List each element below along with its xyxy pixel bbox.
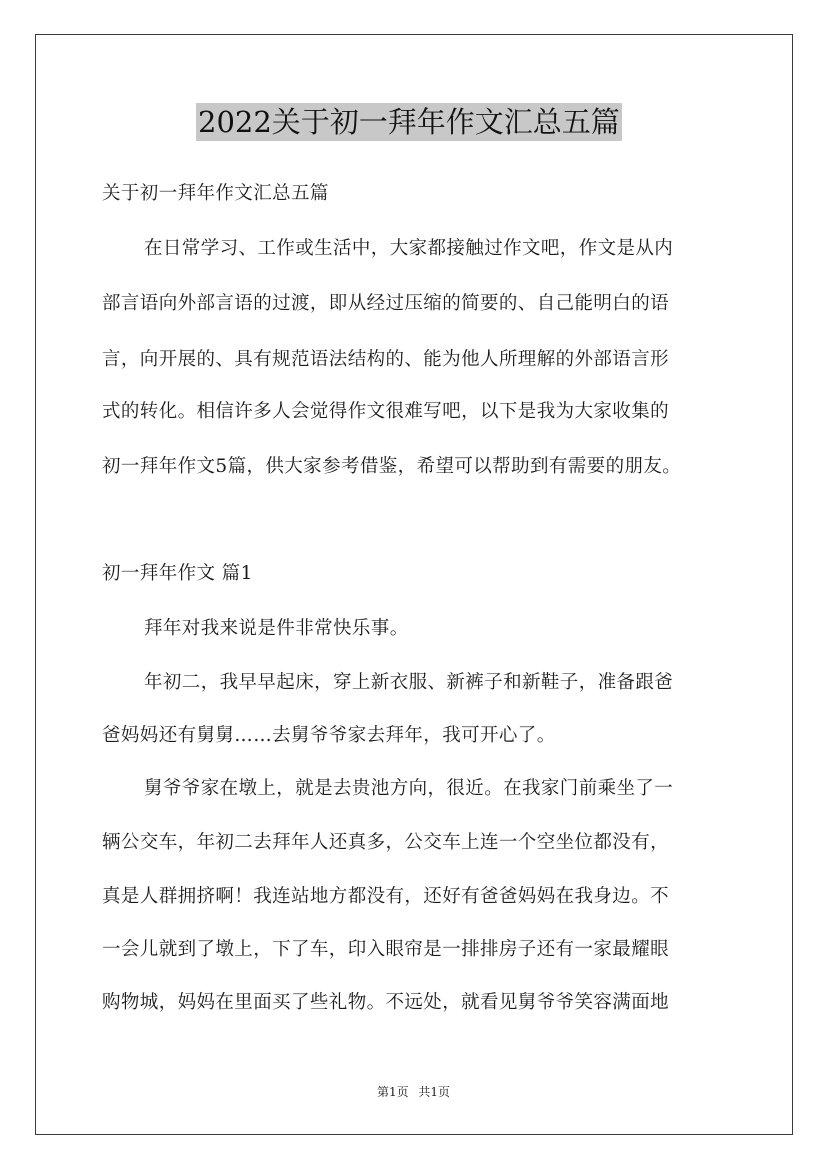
paragraph-line: 爸妈妈还有舅舅……去舅爷爷家去拜年，我可开心了。: [102, 725, 556, 746]
paragraph-line: 年初二，我早早起床，穿上新衣服、新裤子和新鞋子，准备跟爸: [144, 672, 674, 693]
paragraph-line: 辆公交车，年初二去拜年人还真多，公交车上连一个空坐位都没有，: [102, 832, 670, 853]
intro-line: 部言语向外部言语的过渡，即从经过压缩的简要的、自己能明白的语: [102, 293, 670, 314]
page-number: 第1页: [376, 1085, 409, 1099]
page-footer: [0, 1083, 827, 1100]
intro-line: 初一拜年作文5篇，供大家参考借鉴，希望可以帮助到有需要的朋友。: [102, 456, 682, 477]
paragraph-line: 拜年对我来说是件非常快乐事。: [144, 618, 409, 639]
paragraph-line: 一会儿就到了墩上，下了车，印入眼帘是一排排房子还有一家最耀眼: [102, 939, 670, 960]
paragraph-line: 购物城，妈妈在里面买了些礼物。不远处，就看见舅爷爷笑容满面地: [102, 992, 670, 1013]
intro-line: 在日常学习、工作或生活中，大家都接触过作文吧，作文是从内: [144, 238, 674, 259]
document-subtitle: 关于初一拜年作文汇总五篇: [102, 183, 329, 204]
document-title: 2022关于初一拜年作文汇总五篇: [198, 105, 620, 139]
page-total: 共1页: [418, 1085, 451, 1099]
intro-line: 式的转化。相信许多人会觉得作文很难写吧，以下是我为大家收集的: [102, 401, 670, 422]
paragraph-line: 真是人群拥挤啊！我连站地方都没有，还好有爸爸妈妈在我身边。不: [102, 886, 670, 907]
section-heading: 初一拜年作文 篇1: [102, 563, 253, 584]
paragraph-line: 舅爷爷家在墩上，就是去贵池方向，很近。在我家门前乘坐了一: [144, 778, 674, 799]
intro-line: 言，向开展的、具有规范语法结构的、能为他人所理解的外部语言形: [102, 349, 670, 370]
